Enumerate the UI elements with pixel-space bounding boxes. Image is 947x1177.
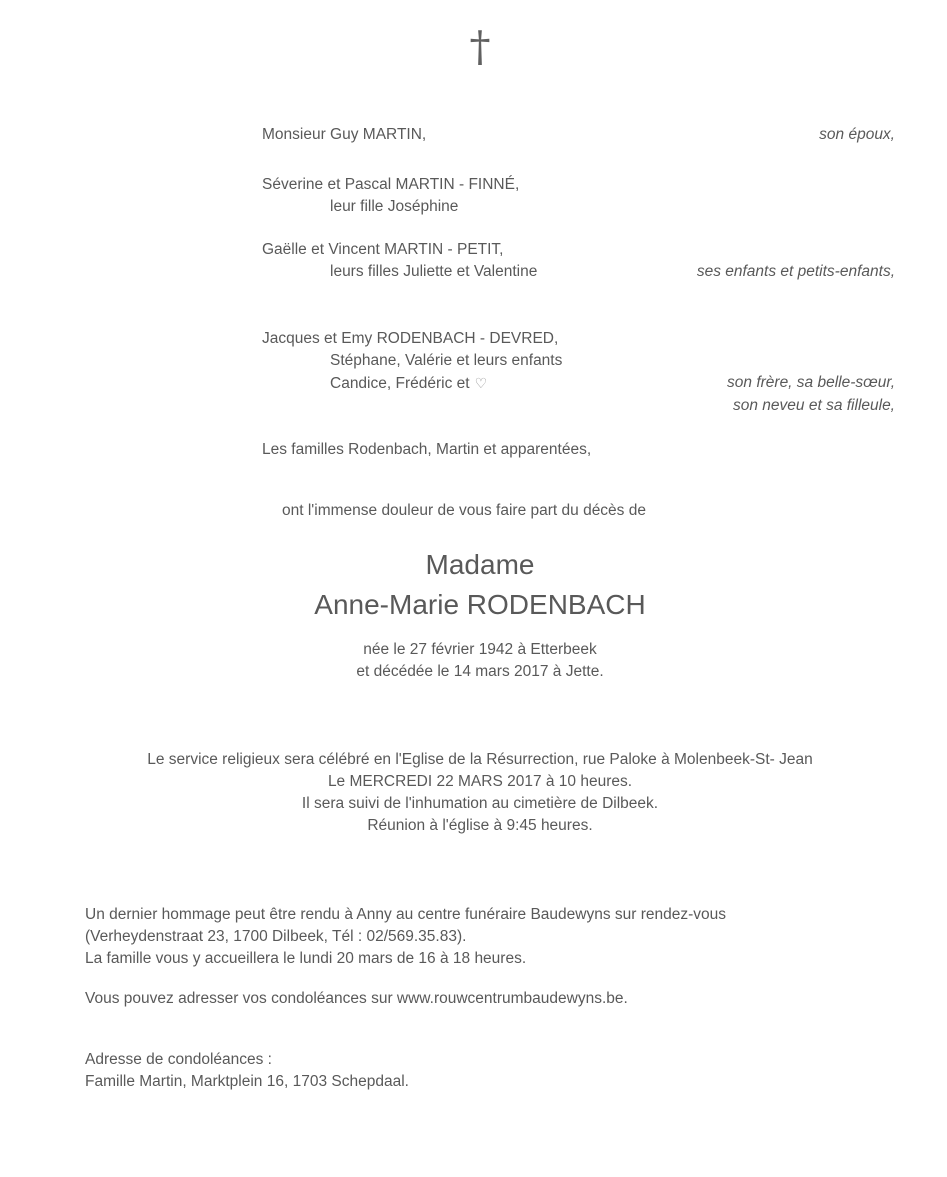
family-member-name: Gaëlle et Vincent MARTIN - PETIT, <box>262 241 504 258</box>
family-row <box>262 196 895 218</box>
service-line-4: Réunion à l'église à 9:45 heures. <box>367 817 593 834</box>
family-member-name: leur fille Joséphine <box>330 198 459 215</box>
family-row <box>262 328 895 350</box>
deceased-name: Anne-Marie RODENBACH <box>314 589 646 620</box>
family-member-name <box>262 372 487 395</box>
family-member-name: Stéphane, Valérie et leurs enfants <box>330 352 563 369</box>
service-block <box>13 749 947 837</box>
online-condolences-line: Vous pouvez adresser vos condoléances sur www.rouwcentrumbaudewyns.be. <box>85 990 628 1007</box>
family-row-families <box>262 439 895 461</box>
relationship-label: son époux, <box>819 126 895 143</box>
funeral-info-block <box>85 904 726 1093</box>
death-line: et décédée le 14 mars 2017 à Jette. <box>356 663 604 680</box>
birth-line: née le 27 février 1942 à Etterbeek <box>363 641 597 658</box>
tribute-line-1: Un dernier hommage peut être rendu à Anny au centre funéraire Baudewyns sur rendez-vous <box>85 906 727 923</box>
memorial-cross-icon: † <box>469 22 491 71</box>
family-member-name: Jacques et Emy RODENBACH - DEVRED, <box>262 330 559 347</box>
family-list <box>262 124 895 522</box>
relationship-label: son neveu et sa filleule, <box>733 397 895 414</box>
announcement-line: ont l'immense douleur de vous faire part du décès de <box>282 502 646 519</box>
relationship-label: ses enfants et petits-enfants, <box>696 263 895 280</box>
family-row <box>262 261 895 283</box>
family-member-name: Monsieur Guy MARTIN, <box>262 126 427 143</box>
service-line-2: Le MERCREDI 22 MARS 2017 à 10 heures. <box>327 773 633 790</box>
family-row <box>262 174 895 196</box>
dates-block <box>13 639 947 683</box>
deceased-title: Madame <box>425 549 535 580</box>
family-member-name-text: Candice, Frédéric et <box>330 375 470 392</box>
tribute-line-3: La famille vous y accueillera le lundi 20 mars de 16 à 18 heures. <box>85 950 527 967</box>
service-line-1: Le service religieux sera célébré en l'Eglise de la Résurrection, rue Paloke à Molenbeek-St- Jean <box>147 751 813 768</box>
family-row <box>262 372 895 395</box>
service-line-3: Il sera suivi de l'inhumation au cimetière de Dilbeek. <box>301 795 659 812</box>
family-member-name: Séverine et Pascal MARTIN - FINNÉ, <box>262 176 520 193</box>
condolence-address-line: Famille Martin, Marktplein 16, 1703 Schepdaal. <box>85 1073 409 1090</box>
heart-icon: ♡ <box>474 375 488 391</box>
condolence-address-label: Adresse de condoléances : <box>85 1051 272 1068</box>
family-row <box>262 395 895 417</box>
deceased-block <box>13 545 947 625</box>
family-member-name: leurs filles Juliette et Valentine <box>330 263 538 280</box>
family-row-spouse <box>262 124 895 146</box>
relationship-label: son frère, sa belle-sœur, <box>727 374 895 391</box>
family-row <box>262 350 895 372</box>
family-row <box>262 239 895 261</box>
tribute-line-2: (Verheydenstraat 23, 1700 Dilbeek, Tél : 02/569.35.83). <box>85 928 467 945</box>
family-member-name: Les familles Rodenbach, Martin et apparentées, <box>262 441 592 458</box>
